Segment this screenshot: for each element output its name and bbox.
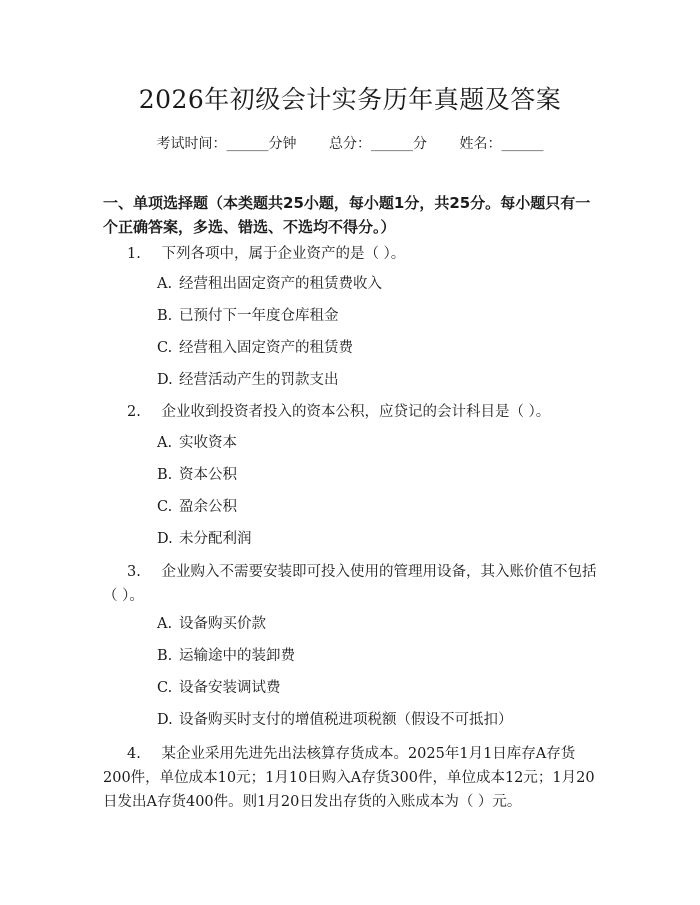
question-stem: 企业购入不需要安装即可投入使用的管理用设备，其入账价值不包括（ ）。: [103, 564, 597, 604]
student-name: 姓名：______: [459, 136, 544, 152]
question-3: [103, 560, 601, 608]
question-number: 2.: [127, 404, 141, 420]
question-1: [103, 242, 601, 266]
option-b: B. 已预付下一年度仓库租金: [157, 308, 339, 324]
option-a: A. 实收资本: [157, 435, 237, 451]
option-c: C. 设备安装调试费: [157, 680, 281, 696]
document-title: 2026年初级会计实务历年真题及答案: [138, 85, 562, 114]
question-stem: 某企业采用先进先出法核算存货成本。2025年1月1日库存A存货200件，单位成本10元；1月10日购入A存货300件，单位成本12元；1月20日发出A存货400件。则1月20日发出存货的入账成本为（ ）元。: [103, 746, 595, 810]
option-d: D. 未分配利润: [157, 531, 252, 547]
option-a: A. 设备购买价款: [157, 616, 266, 632]
exam-meta: [0, 133, 700, 153]
question-stem: 下列各项中，属于企业资产的是（ ）。: [161, 246, 406, 262]
option-b: B. 运输途中的装卸费: [157, 648, 295, 664]
question-2: [103, 400, 601, 424]
section-heading: 一、单项选择题（本类题共25小题，每小题1分，共25分。每小题只有一个正确答案，多选、错选、不选均不得分。）: [103, 194, 591, 236]
question-number: 1.: [127, 246, 141, 262]
option-c: C. 盈余公积: [157, 499, 237, 515]
option-d: D. 经营活动产生的罚款支出: [157, 372, 339, 388]
question-number: 3.: [127, 564, 141, 580]
option-d: D. 设备购买时支付的增值税进项税额（假设不可抵扣）: [157, 712, 513, 728]
option-c: C. 经营租入固定资产的租赁费: [157, 340, 353, 356]
option-b: B. 资本公积: [157, 467, 237, 483]
option-a: A. 经营租出固定资产的租赁费收入: [157, 276, 382, 292]
question-4: [103, 742, 601, 814]
question-stem: 企业收到投资者投入的资本公积，应贷记的会计科目是（ ）。: [161, 404, 551, 420]
question-number: 4.: [127, 746, 141, 762]
exam-score: 总分：______分: [329, 136, 427, 152]
exam-time: 考试时间：______分钟: [156, 136, 297, 152]
